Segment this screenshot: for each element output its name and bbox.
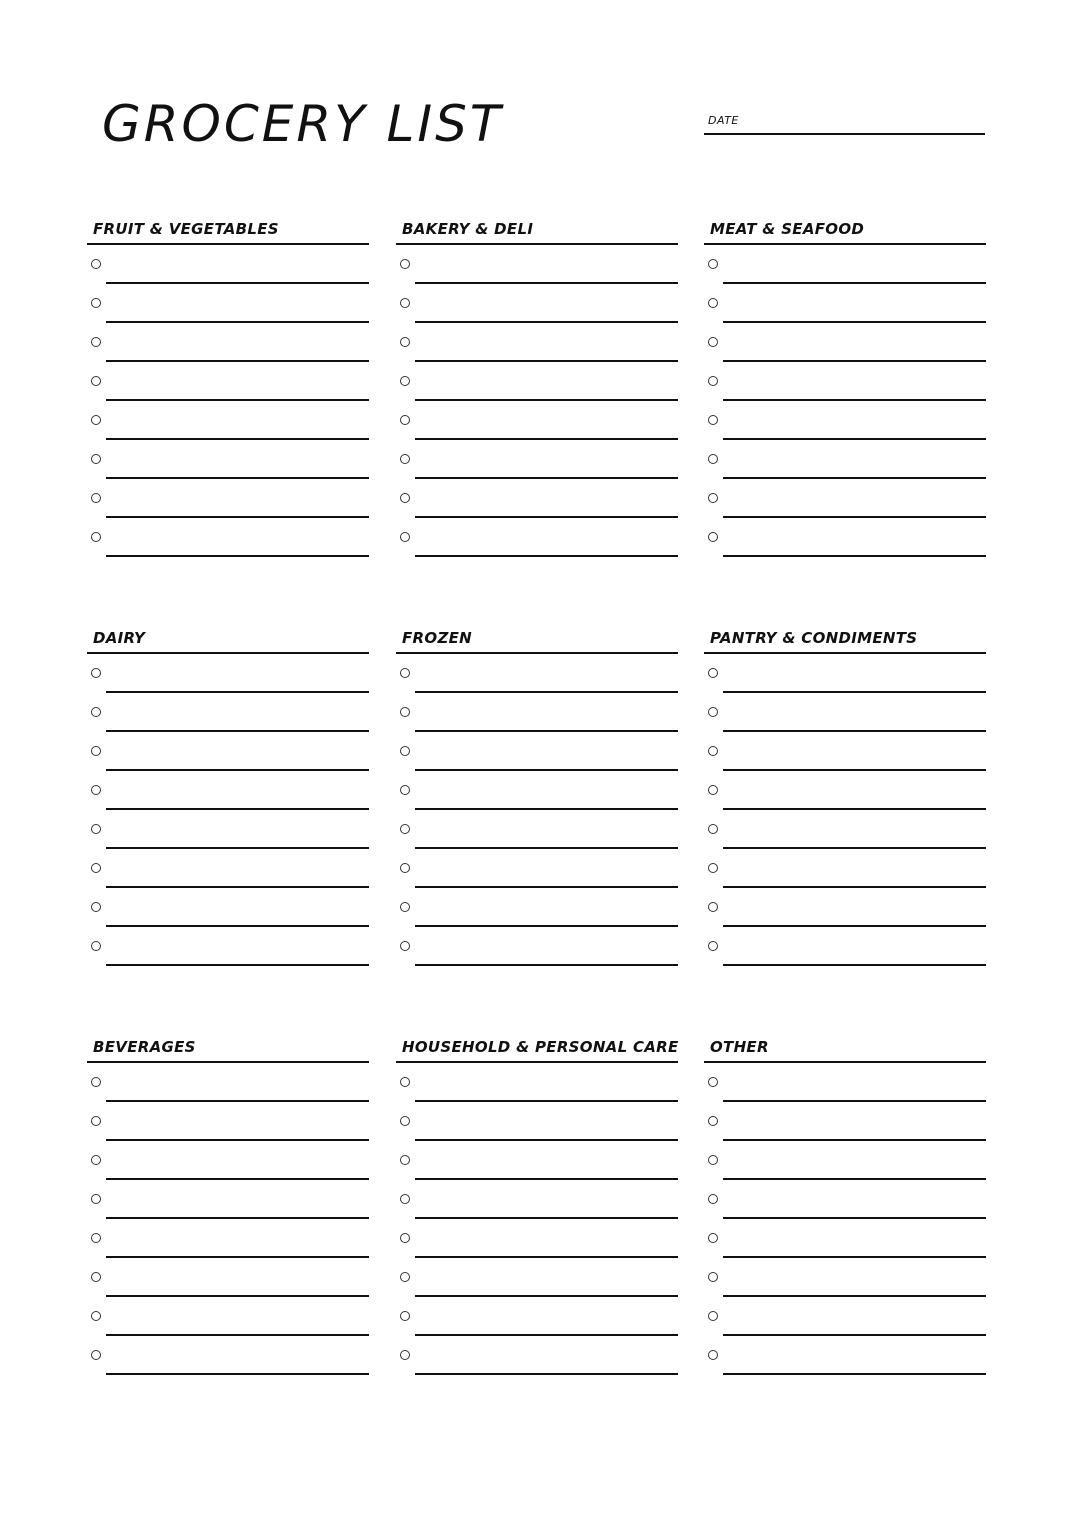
circle-checkbox-icon[interactable] bbox=[708, 785, 718, 795]
list-item bbox=[396, 654, 678, 693]
write-in-line[interactable] bbox=[106, 964, 369, 966]
circle-checkbox-icon[interactable] bbox=[91, 1272, 101, 1282]
list-item bbox=[704, 1297, 986, 1336]
circle-checkbox-icon[interactable] bbox=[400, 376, 410, 386]
write-in-line[interactable] bbox=[723, 555, 986, 557]
list-item bbox=[704, 888, 986, 927]
list-item bbox=[87, 1336, 369, 1375]
list-item bbox=[87, 1219, 369, 1258]
list-item bbox=[87, 245, 369, 284]
circle-checkbox-icon[interactable] bbox=[400, 1350, 410, 1360]
list-item bbox=[704, 732, 986, 771]
section-title: PANTRY & CONDIMENTS bbox=[710, 629, 918, 647]
section-header bbox=[87, 622, 369, 654]
list-item bbox=[704, 284, 986, 323]
section-header bbox=[87, 1031, 369, 1063]
section-7 bbox=[87, 1031, 369, 1375]
circle-checkbox-icon[interactable] bbox=[708, 415, 718, 425]
circle-checkbox-icon[interactable] bbox=[91, 941, 101, 951]
write-in-line[interactable] bbox=[723, 964, 986, 966]
section-title: BEVERAGES bbox=[93, 1038, 196, 1056]
section-title: HOUSEHOLD & PERSONAL CARE bbox=[402, 1038, 679, 1056]
circle-checkbox-icon[interactable] bbox=[400, 1311, 410, 1321]
circle-checkbox-icon[interactable] bbox=[400, 824, 410, 834]
list-item bbox=[396, 362, 678, 401]
section-header bbox=[87, 213, 369, 245]
write-in-line[interactable] bbox=[106, 555, 369, 557]
circle-checkbox-icon[interactable] bbox=[400, 454, 410, 464]
list-item bbox=[396, 518, 678, 557]
circle-checkbox-icon[interactable] bbox=[91, 1155, 101, 1165]
list-item bbox=[704, 401, 986, 440]
section-title: BAKERY & DELI bbox=[402, 220, 534, 238]
section-2 bbox=[396, 213, 678, 557]
list-item bbox=[87, 1180, 369, 1219]
list-item bbox=[87, 1258, 369, 1297]
section-3 bbox=[704, 213, 986, 557]
circle-checkbox-icon[interactable] bbox=[91, 454, 101, 464]
list-item bbox=[704, 771, 986, 810]
page-title: GROCERY LIST bbox=[102, 95, 504, 153]
circle-checkbox-icon[interactable] bbox=[91, 785, 101, 795]
write-in-line[interactable] bbox=[106, 1373, 369, 1375]
list-item bbox=[87, 654, 369, 693]
write-in-line[interactable] bbox=[415, 555, 678, 557]
date-label: DATE bbox=[708, 114, 739, 127]
section-9 bbox=[704, 1031, 986, 1375]
list-item bbox=[87, 479, 369, 518]
list-item bbox=[396, 1180, 678, 1219]
list-item bbox=[396, 771, 678, 810]
circle-checkbox-icon[interactable] bbox=[708, 1350, 718, 1360]
section-title: MEAT & SEAFOOD bbox=[710, 220, 865, 238]
circle-checkbox-icon[interactable] bbox=[708, 668, 718, 678]
circle-checkbox-icon[interactable] bbox=[400, 941, 410, 951]
circle-checkbox-icon[interactable] bbox=[400, 1272, 410, 1282]
section-title: FRUIT & VEGETABLES bbox=[93, 220, 279, 238]
list-item bbox=[87, 888, 369, 927]
list-item bbox=[396, 693, 678, 732]
list-item bbox=[396, 849, 678, 888]
circle-checkbox-icon[interactable] bbox=[91, 337, 101, 347]
circle-checkbox-icon[interactable] bbox=[91, 863, 101, 873]
circle-checkbox-icon[interactable] bbox=[708, 337, 718, 347]
list-item bbox=[704, 362, 986, 401]
list-item bbox=[396, 1063, 678, 1102]
circle-checkbox-icon[interactable] bbox=[91, 1194, 101, 1204]
circle-checkbox-icon[interactable] bbox=[708, 941, 718, 951]
circle-checkbox-icon[interactable] bbox=[708, 707, 718, 717]
circle-checkbox-icon[interactable] bbox=[400, 532, 410, 542]
circle-checkbox-icon[interactable] bbox=[400, 337, 410, 347]
section-header bbox=[396, 1031, 678, 1063]
list-item bbox=[87, 440, 369, 479]
list-item bbox=[396, 245, 678, 284]
list-item bbox=[704, 1180, 986, 1219]
write-in-line[interactable] bbox=[415, 964, 678, 966]
section-4 bbox=[87, 622, 369, 966]
circle-checkbox-icon[interactable] bbox=[400, 863, 410, 873]
circle-checkbox-icon[interactable] bbox=[400, 298, 410, 308]
circle-checkbox-icon[interactable] bbox=[91, 1077, 101, 1087]
list-item bbox=[396, 927, 678, 966]
list-item bbox=[396, 1297, 678, 1336]
circle-checkbox-icon[interactable] bbox=[708, 902, 718, 912]
circle-checkbox-icon[interactable] bbox=[708, 1272, 718, 1282]
circle-checkbox-icon[interactable] bbox=[91, 376, 101, 386]
list-item bbox=[87, 362, 369, 401]
section-header bbox=[704, 622, 986, 654]
list-item bbox=[87, 323, 369, 362]
circle-checkbox-icon[interactable] bbox=[708, 824, 718, 834]
list-item bbox=[87, 771, 369, 810]
circle-checkbox-icon[interactable] bbox=[708, 493, 718, 503]
list-item bbox=[87, 1063, 369, 1102]
list-item bbox=[396, 440, 678, 479]
list-item bbox=[704, 440, 986, 479]
section-header bbox=[396, 213, 678, 245]
circle-checkbox-icon[interactable] bbox=[400, 707, 410, 717]
circle-checkbox-icon[interactable] bbox=[91, 707, 101, 717]
list-item bbox=[704, 1258, 986, 1297]
circle-checkbox-icon[interactable] bbox=[708, 1311, 718, 1321]
circle-checkbox-icon[interactable] bbox=[400, 785, 410, 795]
list-item bbox=[396, 810, 678, 849]
list-item bbox=[87, 518, 369, 557]
circle-checkbox-icon[interactable] bbox=[708, 1077, 718, 1087]
circle-checkbox-icon[interactable] bbox=[400, 1077, 410, 1087]
list-item bbox=[396, 401, 678, 440]
list-item bbox=[704, 810, 986, 849]
circle-checkbox-icon[interactable] bbox=[400, 902, 410, 912]
circle-checkbox-icon[interactable] bbox=[400, 1155, 410, 1165]
section-header bbox=[396, 622, 678, 654]
circle-checkbox-icon[interactable] bbox=[91, 298, 101, 308]
circle-checkbox-icon[interactable] bbox=[91, 668, 101, 678]
list-item bbox=[396, 1258, 678, 1297]
circle-checkbox-icon[interactable] bbox=[400, 493, 410, 503]
list-item bbox=[704, 245, 986, 284]
circle-checkbox-icon[interactable] bbox=[708, 1116, 718, 1126]
list-item bbox=[87, 401, 369, 440]
list-item bbox=[87, 732, 369, 771]
circle-checkbox-icon[interactable] bbox=[708, 1155, 718, 1165]
section-title: OTHER bbox=[710, 1038, 769, 1056]
circle-checkbox-icon[interactable] bbox=[91, 1350, 101, 1360]
list-item bbox=[396, 1102, 678, 1141]
circle-checkbox-icon[interactable] bbox=[400, 746, 410, 756]
list-item bbox=[396, 323, 678, 362]
list-item bbox=[396, 1219, 678, 1258]
list-item bbox=[87, 1141, 369, 1180]
circle-checkbox-icon[interactable] bbox=[708, 259, 718, 269]
list-item bbox=[704, 1102, 986, 1141]
circle-checkbox-icon[interactable] bbox=[400, 1116, 410, 1126]
list-item bbox=[704, 654, 986, 693]
circle-checkbox-icon[interactable] bbox=[91, 1116, 101, 1126]
list-item bbox=[704, 849, 986, 888]
circle-checkbox-icon[interactable] bbox=[400, 1233, 410, 1243]
circle-checkbox-icon[interactable] bbox=[708, 298, 718, 308]
circle-checkbox-icon[interactable] bbox=[91, 1233, 101, 1243]
list-item bbox=[396, 732, 678, 771]
list-item bbox=[87, 1102, 369, 1141]
circle-checkbox-icon[interactable] bbox=[400, 1194, 410, 1204]
circle-checkbox-icon[interactable] bbox=[708, 532, 718, 542]
list-item bbox=[396, 1141, 678, 1180]
section-title: FROZEN bbox=[402, 629, 473, 647]
circle-checkbox-icon[interactable] bbox=[400, 259, 410, 269]
list-item bbox=[87, 927, 369, 966]
list-item bbox=[704, 1336, 986, 1375]
circle-checkbox-icon[interactable] bbox=[91, 259, 101, 269]
list-item bbox=[704, 323, 986, 362]
section-5 bbox=[396, 622, 678, 966]
section-6 bbox=[704, 622, 986, 966]
write-in-line[interactable] bbox=[415, 1373, 678, 1375]
list-item bbox=[704, 1219, 986, 1258]
list-item bbox=[704, 1141, 986, 1180]
section-title: DAIRY bbox=[93, 629, 146, 647]
circle-checkbox-icon[interactable] bbox=[708, 1233, 718, 1243]
section-header bbox=[704, 1031, 986, 1063]
circle-checkbox-icon[interactable] bbox=[91, 902, 101, 912]
list-item bbox=[396, 1336, 678, 1375]
write-in-line[interactable] bbox=[723, 1373, 986, 1375]
list-item bbox=[396, 479, 678, 518]
list-item bbox=[87, 284, 369, 323]
list-item bbox=[396, 888, 678, 927]
list-item bbox=[87, 693, 369, 732]
list-item bbox=[704, 927, 986, 966]
list-item bbox=[704, 479, 986, 518]
circle-checkbox-icon[interactable] bbox=[91, 824, 101, 834]
circle-checkbox-icon[interactable] bbox=[91, 493, 101, 503]
list-item bbox=[704, 518, 986, 557]
list-item bbox=[87, 1297, 369, 1336]
list-item bbox=[704, 1063, 986, 1102]
circle-checkbox-icon[interactable] bbox=[400, 415, 410, 425]
circle-checkbox-icon[interactable] bbox=[708, 746, 718, 756]
circle-checkbox-icon[interactable] bbox=[91, 1311, 101, 1321]
circle-checkbox-icon[interactable] bbox=[708, 454, 718, 464]
section-8 bbox=[396, 1031, 678, 1375]
circle-checkbox-icon[interactable] bbox=[400, 668, 410, 678]
circle-checkbox-icon[interactable] bbox=[708, 376, 718, 386]
circle-checkbox-icon[interactable] bbox=[91, 415, 101, 425]
circle-checkbox-icon[interactable] bbox=[91, 532, 101, 542]
list-item bbox=[704, 693, 986, 732]
list-item bbox=[396, 284, 678, 323]
list-item bbox=[87, 810, 369, 849]
section-1 bbox=[87, 213, 369, 557]
circle-checkbox-icon[interactable] bbox=[91, 746, 101, 756]
circle-checkbox-icon[interactable] bbox=[708, 1194, 718, 1204]
section-header bbox=[704, 213, 986, 245]
circle-checkbox-icon[interactable] bbox=[708, 863, 718, 873]
list-item bbox=[87, 849, 369, 888]
